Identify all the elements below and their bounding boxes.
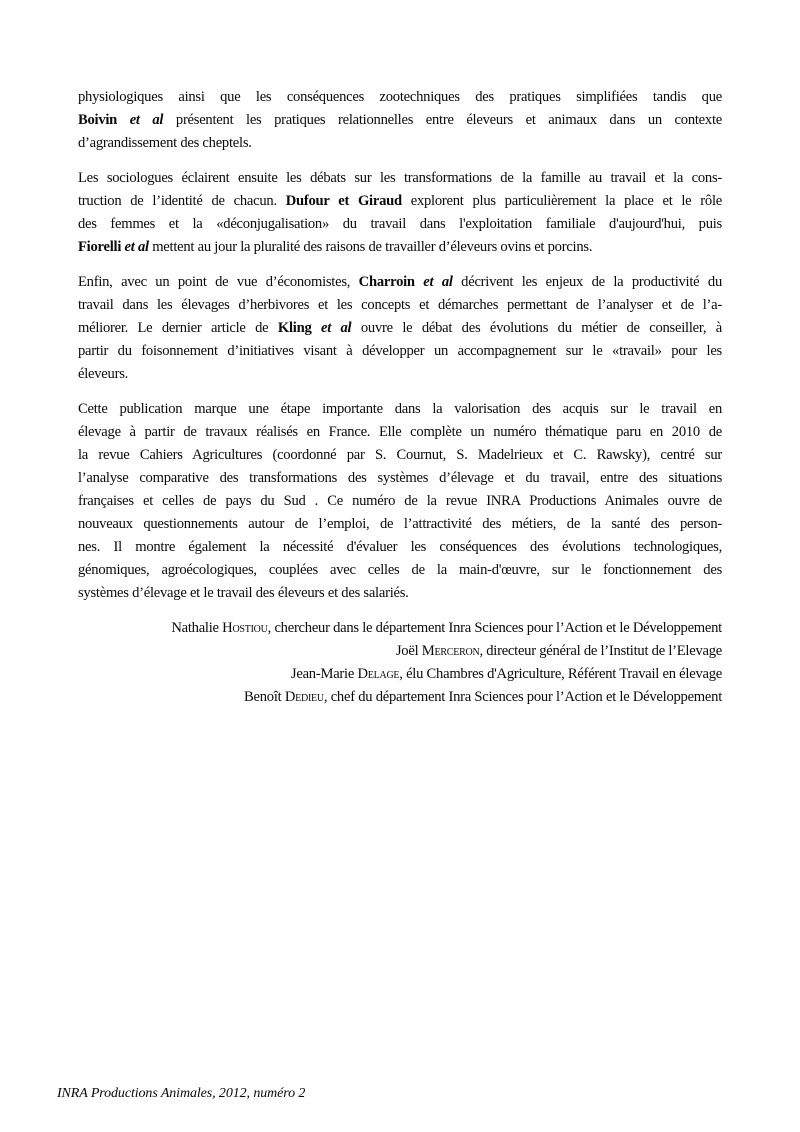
text-run: la revue Cahiers Agricultures (coordonné par S. Cournut, S. Madelrieux et C. Rawsky), centré sur [78, 447, 722, 463]
person-surname: Hostiou [222, 620, 268, 636]
text-run: , chercheur dans le département Inra Sciences pour l’Action et le Développement [267, 620, 722, 636]
text-run: françaises et celles de pays du Sud . Ce numéro de la revue INRA Productions Animales ouvre de [78, 493, 722, 509]
person-surname: Merceron [421, 643, 480, 659]
text-run: mettent au jour la pluralité des raisons de travailler d’éleveurs ovins et porcins. [148, 239, 593, 255]
paragraph [78, 398, 722, 605]
text-run: systèmes d’élevage et le travail des éleveurs et des salariés. [78, 585, 409, 601]
text-line [78, 340, 722, 363]
text-run: présentent les pratiques relationnelles entre éleveurs et animaux dans un contexte [163, 112, 722, 128]
text-line [78, 190, 722, 213]
text-run: Enfin, avec un point de vue d’économistes, [78, 274, 359, 290]
text-run: des femmes et la «déconjugalisation» du travail dans l'exploitation familiale d'aujourd'hui, puis [78, 216, 722, 232]
article-body [78, 86, 722, 617]
text-line [78, 467, 722, 490]
text-run: explorent plus particulièrement la place et le rôle [401, 193, 722, 209]
text-run: nouveaux questionnements autour de l’emploi, de l’attractivité des métiers, de la santé des person- [78, 516, 722, 532]
text-run: , chef du département Inra Sciences pour l’Action et le Développement [323, 689, 722, 705]
text-line [78, 398, 722, 421]
emphasized-text: et al [121, 239, 149, 255]
text-run: d’agrandissement des cheptels. [78, 135, 252, 151]
text-line [78, 490, 722, 513]
text-run: ouvre le débat des évolutions du métier de conseiller, à [351, 320, 722, 336]
text-run: travail dans les élevages d’herbivores et les concepts et démarches permettant de l’analyser et de l’a- [78, 297, 722, 313]
text-run: génomiques, agroécologiques, couplées avec celles de la main-d'œuvre, sur le fonctionnement des [78, 562, 722, 578]
person-surname: Dedieu [284, 689, 324, 705]
signature-line [78, 663, 722, 686]
text-line [78, 559, 722, 582]
text-line [78, 444, 722, 467]
text-line [78, 513, 722, 536]
text-run: élevage à partir de travaux réalisés en France. Elle complète un numéro thématique paru en 2010 de [78, 424, 722, 440]
text-run: partir du foisonnement d’initiatives visant à développer un accompagnement sur le «travail» pour les [78, 343, 722, 359]
text-line [78, 317, 722, 340]
text-run: Cette publication marque une étape importante dans la valorisation des acquis sur le travail en [78, 401, 722, 417]
emphasized-text: Boivin [78, 112, 118, 128]
text-run: physiologiques ainsi que les conséquences zootechniques des pratiques simplifiées tandis que [78, 89, 722, 105]
text-line [78, 132, 722, 155]
text-run: , élu Chambres d'Agriculture, Référent Travail en élevage [399, 666, 722, 682]
text-run: éleveurs. [78, 366, 129, 382]
signature-line [78, 640, 722, 663]
text-line [78, 363, 722, 386]
text-run: nes. Il montre également la nécessité d'évaluer les conséquences des évolutions technologiques, [78, 539, 722, 555]
text-run: Benoît [244, 689, 285, 705]
text-line [78, 582, 722, 605]
text-run: décrivent les enjeux de la productivité du [452, 274, 722, 290]
text-line [78, 213, 722, 236]
emphasized-text: et al [117, 112, 164, 128]
text-run: Les sociologues éclairent ensuite les débats sur les transformations de la famille au travail et la cons- [78, 170, 722, 186]
journal-footer: INRA Productions Animales, 2012, numéro 2 [57, 1086, 306, 1101]
emphasized-text: Dufour et Giraud [285, 193, 402, 209]
emphasized-text: Charroin [358, 274, 415, 290]
signature-line [78, 617, 722, 640]
person-surname: Delage [357, 666, 400, 682]
text-run: méliorer. Le dernier article de [78, 320, 278, 336]
text-line [78, 294, 722, 317]
text-run: Jean-Marie [290, 666, 358, 682]
text-line [78, 271, 722, 294]
text-run: , directeur général de l’Institut de l’Elevage [479, 643, 722, 659]
signature-line [78, 686, 722, 709]
text-line [78, 236, 722, 259]
text-run: l’analyse comparative des transformations des systèmes d’élevage et du travail, entre des situations [78, 470, 722, 486]
text-run: Joël [395, 643, 422, 659]
emphasized-text: et al [414, 274, 453, 290]
paragraph [78, 86, 722, 155]
emphasized-text: Kling [277, 320, 312, 336]
text-line [78, 109, 722, 132]
emphasized-text: Fiorelli [78, 239, 122, 255]
signature-block [78, 617, 722, 709]
paragraph [78, 167, 722, 259]
text-line [78, 167, 722, 190]
text-run: truction de l’identité de chacun. [78, 193, 286, 209]
text-line [78, 86, 722, 109]
text-line [78, 421, 722, 444]
text-run: Nathalie [171, 620, 223, 636]
text-line [78, 536, 722, 559]
emphasized-text: et al [311, 320, 352, 336]
paragraph [78, 271, 722, 386]
